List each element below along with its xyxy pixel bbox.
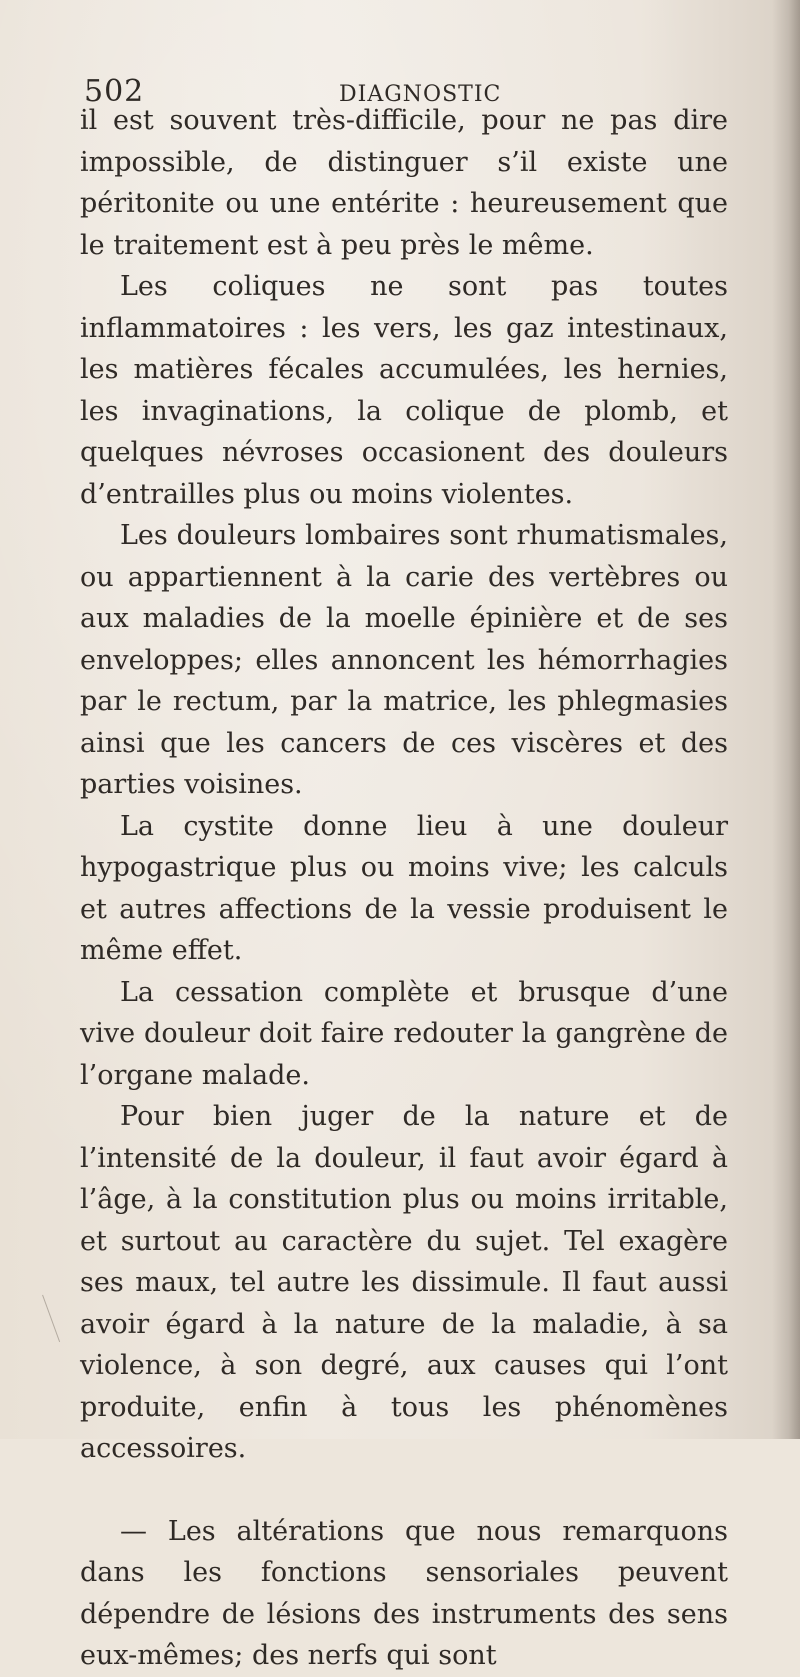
paragraph-cessation: La cessation complète et brusque d’une vive douleur doit faire redouter la gangrène de l’organe malade. [80, 976, 728, 1091]
page-number: 502 [84, 74, 145, 109]
paragraph-alterations: — Les altérations que nous remarquons dans les fonctions sensoriales peuvent dépendre de lésions des instruments des sens eux-mêmes; des nerfs qui sont [80, 1515, 728, 1671]
page-edge-shadow [772, 0, 800, 1439]
running-head: DIAGNOSTIC [339, 82, 502, 107]
paragraph-douleurs-lombaires: Les douleurs lombaires sont rhumatismales, ou appartiennent à la carie des vertèbres ou aux maladies de la moelle épinière et de ses enveloppes; elles annoncent les hémorrhagies par le rectum, par la matrice, les phlegmasies ainsi que les cancers de ces viscères et des parties voisines. [80, 520, 728, 800]
paragraph-juger-douleur: Pour bien juger de la nature et de l’intensité de la douleur, il faut avoir égard à l’âge, à la constitution plus ou moins irritable, et surtout au caractère du sujet. Tel exagère ses maux, tel autre les dissimule. Il faut aussi avoir égard à la nature de la maladie, à sa violence, à son degré, aux causes qui l’ont produite, enfin à tous les phénomènes accessoires. [80, 1101, 728, 1464]
paragraph-coliques: Les coliques ne sont pas toutes inflammatoires : les vers, les gaz intestinaux, les matières fécales accumulées, les hernies, les invaginations, la colique de plomb, et quelques névroses occasionent des douleurs d’entrailles plus ou moins violentes. [80, 271, 728, 510]
paragraph-cystite: La cystite donne lieu à une douleur hypogastrique plus ou moins vive; les calculs et autres affections de la vessie produisent le même effet. [80, 810, 728, 966]
paragraph-continuation: il est souvent très-difficile, pour ne pas dire impossible, de distinguer s’il existe une péritonite ou une entérite : heureusement que le traitement est à peu près le même. [80, 105, 728, 261]
text-body [80, 100, 728, 1677]
margin-mark [42, 1288, 79, 1342]
